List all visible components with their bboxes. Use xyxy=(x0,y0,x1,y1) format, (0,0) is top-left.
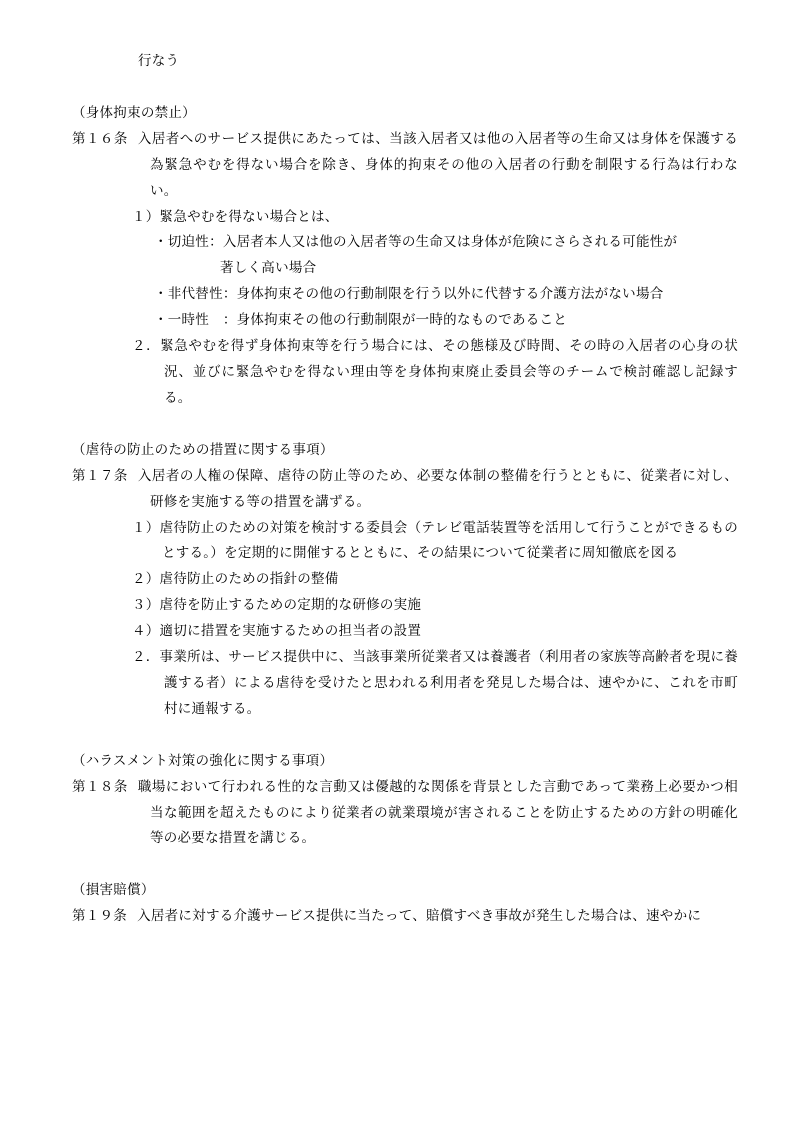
bullet-item xyxy=(154,281,738,307)
list-item xyxy=(132,644,738,722)
list-item-text: 緊急やむを得ず身体拘束等を行う場合には、その態様及び時間、その時の入居者の心身の状況、並びに緊急やむを得ない理由等を身体拘束廃止委員会等のチームで検討確認し記録する。 xyxy=(160,338,738,405)
list-item-text: 虐待防止のための対策を検討する委員会（テレビ電話装置等を活用して行うことができるものとする。）を定期的に開催するとともに、その結果について従業者に周知徹底を図る xyxy=(159,519,738,561)
article-paragraph xyxy=(72,903,738,929)
article-paragraph xyxy=(72,774,738,852)
section-heading: （損害賠償） xyxy=(72,882,155,898)
bullet-item xyxy=(154,307,738,333)
list-item xyxy=(132,618,738,644)
article-number: 第１８条 xyxy=(72,778,128,794)
list-item-label: ３） xyxy=(132,597,160,613)
bullet-text: 身体拘束その他の行動制限を行う以外に代替する介護方法がない場合 xyxy=(236,286,664,302)
bullet-continuation: 著しく高い場合 xyxy=(220,260,317,276)
list-item-label: ４） xyxy=(132,623,160,639)
list-item-text: 虐待を防止するための定期的な研修の実施 xyxy=(159,597,422,613)
article-number: 第１７条 xyxy=(72,467,128,483)
list-item xyxy=(132,592,738,618)
paragraph-spacer xyxy=(60,722,738,748)
section-heading: （虐待の防止のための措置に関する事項） xyxy=(72,441,334,457)
list-item-text: 適切に措置を実施するための担当者の設置 xyxy=(159,623,422,639)
bullet-item xyxy=(154,229,738,255)
list-item-label: １） xyxy=(132,519,160,535)
article-text: 職場において行われる性的な言動又は優越的な関係を背景とした言動であって業務上必要かつ相当な範囲を超えたものにより従業者の就業環境が害されることを防止するための方針の明確化等の必要な措置を講じる。 xyxy=(137,778,738,846)
paragraph-spacer xyxy=(60,411,738,437)
bullet-label: ・非代替性： xyxy=(154,286,237,302)
bullet-label: ・切迫性： xyxy=(154,234,223,250)
list-item-label: ２） xyxy=(132,571,160,587)
article-paragraph xyxy=(72,463,738,515)
article-paragraph xyxy=(72,126,738,204)
bullet-text: 入居者本人又は他の入居者等の生命又は身体が危険にさらされる可能性が xyxy=(222,234,678,250)
article-text: 入居者へのサービス提供にあたっては、当該入居者又は他の入居者等の生命又は身体を保護する為緊急やむを得ない場合を除き、身体的拘束その他の入居者の行動を制限する行為は行わない。 xyxy=(137,130,738,198)
list-item-text: 緊急やむを得ない場合とは、 xyxy=(159,208,339,224)
paragraph-spacer xyxy=(60,74,738,100)
list-item xyxy=(132,204,738,230)
paragraph-spacer xyxy=(60,851,738,877)
article-number: 第１９条 xyxy=(72,908,128,924)
list-item-label: １） xyxy=(132,208,160,224)
document-body xyxy=(60,48,738,929)
list-item-text: 虐待防止のための指針の整備 xyxy=(159,571,339,587)
article-number: 第１６条 xyxy=(72,130,128,146)
article-text: 入居者の人権の保障、虐待の防止等のため、必要な体制の整備を行うとともに、従業者に対し、研修を実施する等の措置を講ずる。 xyxy=(137,467,738,509)
section-heading: （ハラスメント対策の強化に関する事項） xyxy=(72,752,334,768)
list-item-label: ２． xyxy=(132,649,160,665)
bullet-text: 身体拘束その他の行動制限が一時的なものであること xyxy=(236,312,568,328)
list-item-label: ２． xyxy=(132,338,161,354)
article-text: 入居者に対する介護サービス提供に当たって、賠償すべき事故が発生した場合は、速やかに xyxy=(137,908,702,924)
list-item xyxy=(132,333,738,411)
list-item xyxy=(132,515,738,567)
list-item xyxy=(132,566,738,592)
continuation-line: 行なう xyxy=(138,53,180,68)
list-item-text: 事業所は、サービス提供中に、当該事業所従業者又は養護者（利用者の家族等高齢者を現に養護する者）による虐待を受けたと思われる利用者を発見した場合は、速やかに、これを市町村に通報する。 xyxy=(159,649,738,716)
bullet-label: ・一時性 ： xyxy=(154,312,237,328)
section-heading: （身体拘束の禁止） xyxy=(72,104,196,120)
